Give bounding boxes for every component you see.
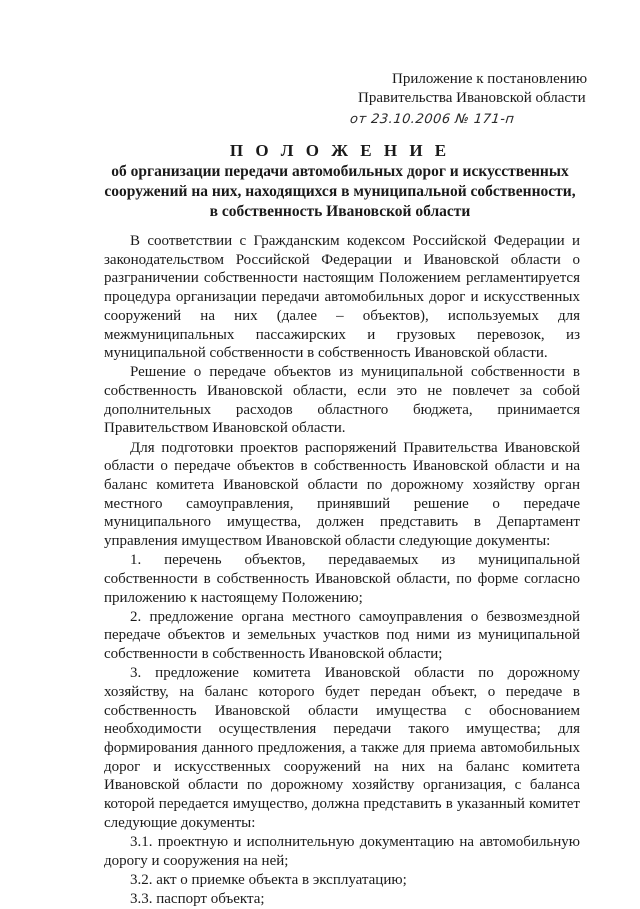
title-heading: П О Л О Ж Е Н И Е	[229, 141, 451, 160]
list-item-3-2: 3.2. акт о приемке объекта в эксплуатацию;	[130, 871, 407, 888]
list-item-3-3: 3.3. паспорт объекта;	[130, 890, 265, 907]
list-item-1: 1. перечень объектов, передаваемых из муниципальной собственности в собственность Ивановской области, по форме согласно приложению к настоящему Положению;	[104, 552, 580, 606]
appendix-header	[340, 70, 590, 129]
handwritten-decree-date: от 23.10.2006 № 171-п	[349, 112, 516, 127]
document-title	[100, 140, 580, 222]
list-item-2: 2. предложение органа местного самоуправления о безвозмездной передаче объектов и земельных участков под ними из муниципальной собственности в собственность Ивановской области;	[104, 608, 580, 663]
title-subtitle-line-3: в собственность Ивановской области	[209, 203, 471, 220]
title-subtitle-line-2: сооружений на них, находящихся в муниципальной собственности,	[104, 183, 576, 200]
paragraph-decision: Решение о передаче объектов из муниципальной собственности в собственность Ивановской области, если это не повлечет за собой дополнительных расходов областного бюджета, принимается Правительством Ивановской области.	[104, 364, 580, 437]
appendix-line-2: Правительства Ивановской области	[358, 90, 586, 106]
appendix-line-1: Приложение к постановлению	[392, 71, 588, 87]
paragraph-intro: В соответствии с Гражданским кодексом Российской Федерации и законодательством Российской Федерации и Ивановской области о разграничении собственности настоящим Положением регламентируется процедура организации передачи автомобильных дорог и искусственных сооружений на них (далее – объектов), используемых для межмуниципальных пассажирских и грузовых перевозок, из муниципальной собственности в собственность Ивановской области.	[104, 233, 580, 362]
paragraph-documents-required: Для подготовки проектов распоряжений Правительства Ивановской области о передаче объектов в собственность Ивановской области и на баланс комитета Ивановской области по дорожному хозяйству орган местного самоуправления, принявший решение о передаче муниципального имущества, должен представить в Департамент управления имуществом Ивановской области следующие документы:	[104, 439, 580, 550]
list-item-3-1: 3.1. проектную и исполнительную документацию на автомобильную дорогу и сооружения на ней;	[104, 833, 580, 869]
title-subtitle-line-1: об организации передачи автомобильных дорог и искусственных	[111, 163, 569, 180]
document-body	[104, 232, 580, 909]
list-item-3: 3. предложение комитета Ивановской области по дорожному хозяйству, на баланс которого будет передан объект, о передаче в собственность Ивановской области имущества с обоснованием необходимости осуществления передачи такого имущества; для формирования данного предложения, а также для приема автомобильных дорог и искусственных сооружений на них на баланс комитета Ивановской области по дорожному хозяйству организация, с баланса которой передается имущество, должна представить в указанный комитет следующие документы:	[104, 665, 580, 831]
